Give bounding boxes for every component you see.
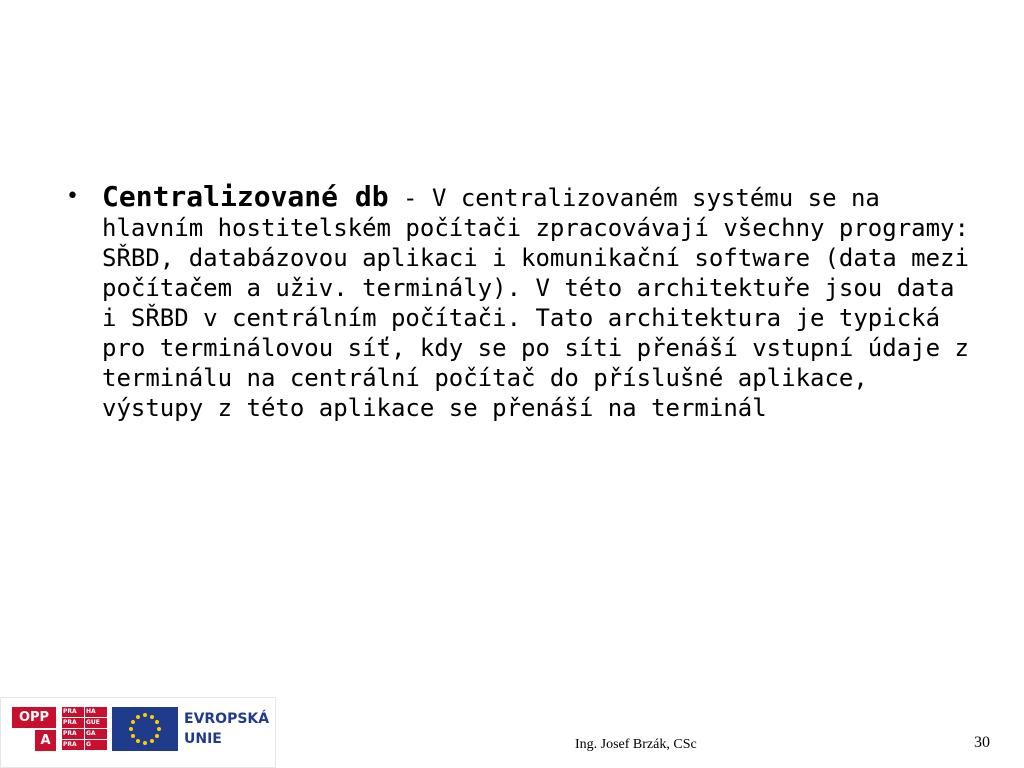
bullet-term: Centralizované db xyxy=(102,180,389,213)
eu-text xyxy=(184,709,269,749)
footer-logos xyxy=(0,697,276,768)
bullet-item xyxy=(62,182,982,423)
praha-tile: HA xyxy=(85,707,107,717)
bullet-separator: - xyxy=(403,184,418,212)
praha-tile: GUE xyxy=(85,718,107,728)
eu-flag-icon xyxy=(112,707,178,751)
eu-stars-icon xyxy=(112,707,178,751)
praha-tile: PRA xyxy=(62,707,84,717)
praha-logo xyxy=(62,707,108,751)
eu-text-line: UNIE xyxy=(184,731,222,747)
page-number: 30 xyxy=(974,734,990,751)
eu-text-line: EVROPSKÁ xyxy=(184,711,270,727)
footer-author: Ing. Josef Brzák, CSc xyxy=(575,737,697,752)
oppa-logo xyxy=(12,707,58,751)
praha-tile: G xyxy=(85,740,107,750)
oppa-logo-bottom: A xyxy=(35,730,56,751)
praha-tile: GA xyxy=(85,729,107,739)
slide-content xyxy=(62,182,982,423)
praha-tile: PRA xyxy=(62,740,84,750)
bullet-dot-icon: • xyxy=(66,184,79,209)
praha-tile: PRA xyxy=(62,718,84,728)
bullet-text: V centralizovaném systému se na hlavním hostitelském počítači zpracovávají všechny programy: SŘBD, databázovou aplikaci i komunikační software (data mezi počítačem a uživ. terminály). V této architektuře jsou data i SŘBD v centrálním počítači. Tato architektura je typická pro terminálovou síť, kdy se po síti přenáší vstupní údaje z terminálu na centrální počítač do příslušné aplikace, výstupy z této aplikace se přenáší na terminál xyxy=(102,184,969,422)
oppa-logo-top: OPP xyxy=(12,707,56,728)
praha-tile: PRA xyxy=(62,729,84,739)
